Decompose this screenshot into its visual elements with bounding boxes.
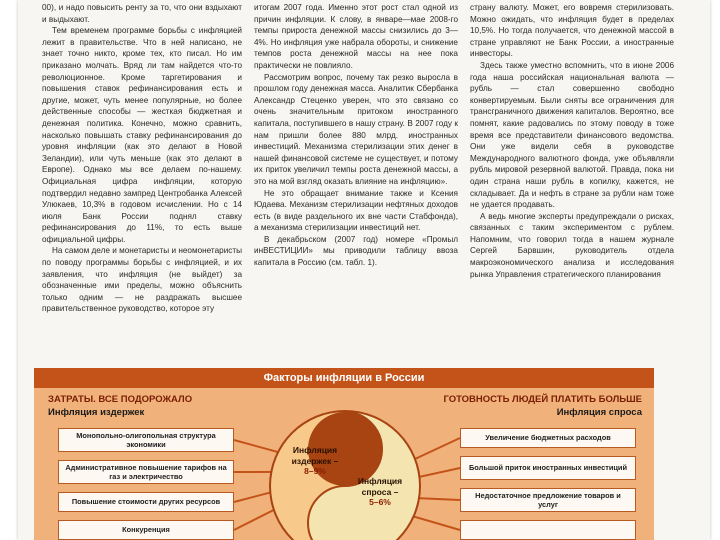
demand-factor-box — [460, 520, 636, 540]
left-heading: ЗАТРАТЫ. ВСЕ ПОДОРОЖАЛО — [48, 394, 193, 405]
inflation-factors-infographic — [34, 368, 654, 540]
text-column-1 — [42, 2, 242, 356]
left-subheading: Инфляция издержек — [48, 407, 145, 418]
paragraph: А ведь многие эксперты предупреждали о рисках, связанных с таким экспериментом с рублем. Напомним, что говорил тогда в нашем журнале Сергей Барвшин, руководитель отдела макроэкономического анализа и исследования рынка Управления стратегического планирования — [470, 211, 674, 279]
paragraph: Не это обращает внимание также и Ксения Юдаева. Механизм стерилизации нефтяных доходов есть (в виде раздельного их вне части Стабфонда), а механизма стерилизации инвестиций нет. — [254, 188, 458, 233]
paragraph: На самом деле и монетаристы и неомонетаристы по поводу программы борьбы с инфляцией, и их заявления, что инфляция (не выйдет) за обозначенные ими пределы, можно объяснить только одним — не раздражать высшее правительственное руководство, которое эту — [42, 246, 242, 314]
demand-inflation-label — [352, 476, 408, 508]
demand-factor-box: Увеличение бюджетных расходов — [460, 428, 636, 448]
text-column-3 — [470, 2, 674, 356]
paragraph: В декабрьском (2007 год) номере «Промыл инВЕСТИЦИИ» мы приводили таблицу ввоза капитала в Россию (см. табл. 1). — [254, 234, 458, 268]
paragraph: Тем временем программе борьбы с инфляцией лежит в правительстве. Что в ней написано, не знает точно никто, кроме тех, кто писал. Но им приказано молчать. Вряд ли там найдется что-то революционное. Кроме таргетирования и повышения ставок рефинансирования есть и другие, может, чуть менее популярные, но более действенные способы — жесткая бюджетная и денежная политика. Конечно, можно сравнить, насколько повышать ставку рефинансирования до уровня инфляции (как это делают в Новой Зеландии), или чуть меньше (как это делают в Европе). Однако мы все делаем по-нашему. Официальная цифра инфляции, которую подтвердил недавно зампред Центробанка Алексей Улюкаев, 10,3% в годовом исчислении. Но с 14 июля Банк России поднял ставку рефинансирования до 11%, то есть выше официальной цифры. — [42, 26, 242, 244]
paragraph: Рассмотрим вопрос, почему так резко выросла в прошлом году денежная масса. Аналитик Сбербанка Александр Стеценко уверен, что это связано со очень значительным притоком иностранного капитала, поступившего в нашу страну. В 2007 году к нам пришли более 880 млрд. иностранных инвестиций. Механизма стерилизации этих денег в нашей финансовой системе не существует, и потому их приток увеличил темпы роста денежной массы, а это на мой взгляд оказать влияние на инфляцию». — [254, 72, 458, 186]
cost-factor-box: Конкуренция — [58, 520, 234, 540]
cost-inflation-label — [282, 445, 348, 477]
paragraph: 00), и надо повысить ренту за то, что они вздыхают и выдыхают. — [42, 3, 242, 24]
demand-factor-box: Недостаточное предложение товаров и услуг — [460, 488, 636, 512]
demand-inflation-value: 5–6% — [369, 497, 391, 507]
paragraph: страну валюту. Может, его вовремя стерилизовать. Можно ожидать, что инфляция будет в пределах 10,5%. Но тогда получается, что денежной массой в стране управляют не Банк России, а иностранные инвесторы. — [470, 3, 674, 59]
right-subheading: Инфляция спроса — [556, 407, 642, 418]
paragraph: Здесь также уместно вспомнить, что в июне 2006 года наша российская национальная валюта — рубль — стал совершенно свободно конвертируемым. Были сняты все ограничения для трансграничного движения капиталов. Вероятно, все помнят, какие радовались по этому поводу в тоже время все представители финансового ведомства. Они уже видели себя в руководстве Международного валютного фонда, уже объявляли рубль мировой резервной валютой. Правда, пока ни один страна наши рубль в копилку, кажется, не складывает. Да и нефть в стране за рубли нам тоже не удается продавать. — [470, 60, 674, 210]
paragraph: итогам 2007 года. Именно этот рост стал одной из причин инфляции. К слову, в январе—мае 2008-го темпы прироста денежной массы снизились до 3—4%. Но инфляция уже набрала обороты, и снижение темпов роста денежной массы на нее пока практически не повлияло. — [254, 3, 458, 70]
cost-factor-box: Повышение стоимости других ресурсов — [58, 492, 234, 512]
text-column-2 — [254, 2, 458, 356]
right-heading: ГОТОВНОСТЬ ЛЮДЕЙ ПЛАТИТЬ БОЛЬШЕ — [443, 394, 642, 405]
cost-inflation-text: Инфляция издержек – — [291, 445, 339, 466]
infographic-title: Факторы инфляции в России — [263, 372, 425, 384]
demand-factor-box: Большой приток иностранных инвестиций — [460, 456, 636, 480]
demand-inflation-text: Инфляция спроса – — [357, 476, 403, 497]
cost-factor-box: Монопольно-олигопольная структура экономики — [58, 428, 234, 452]
cost-factor-box: Административное повышение тарифов на газ и электричество — [58, 460, 234, 484]
cost-inflation-value: 8–9% — [304, 466, 326, 476]
